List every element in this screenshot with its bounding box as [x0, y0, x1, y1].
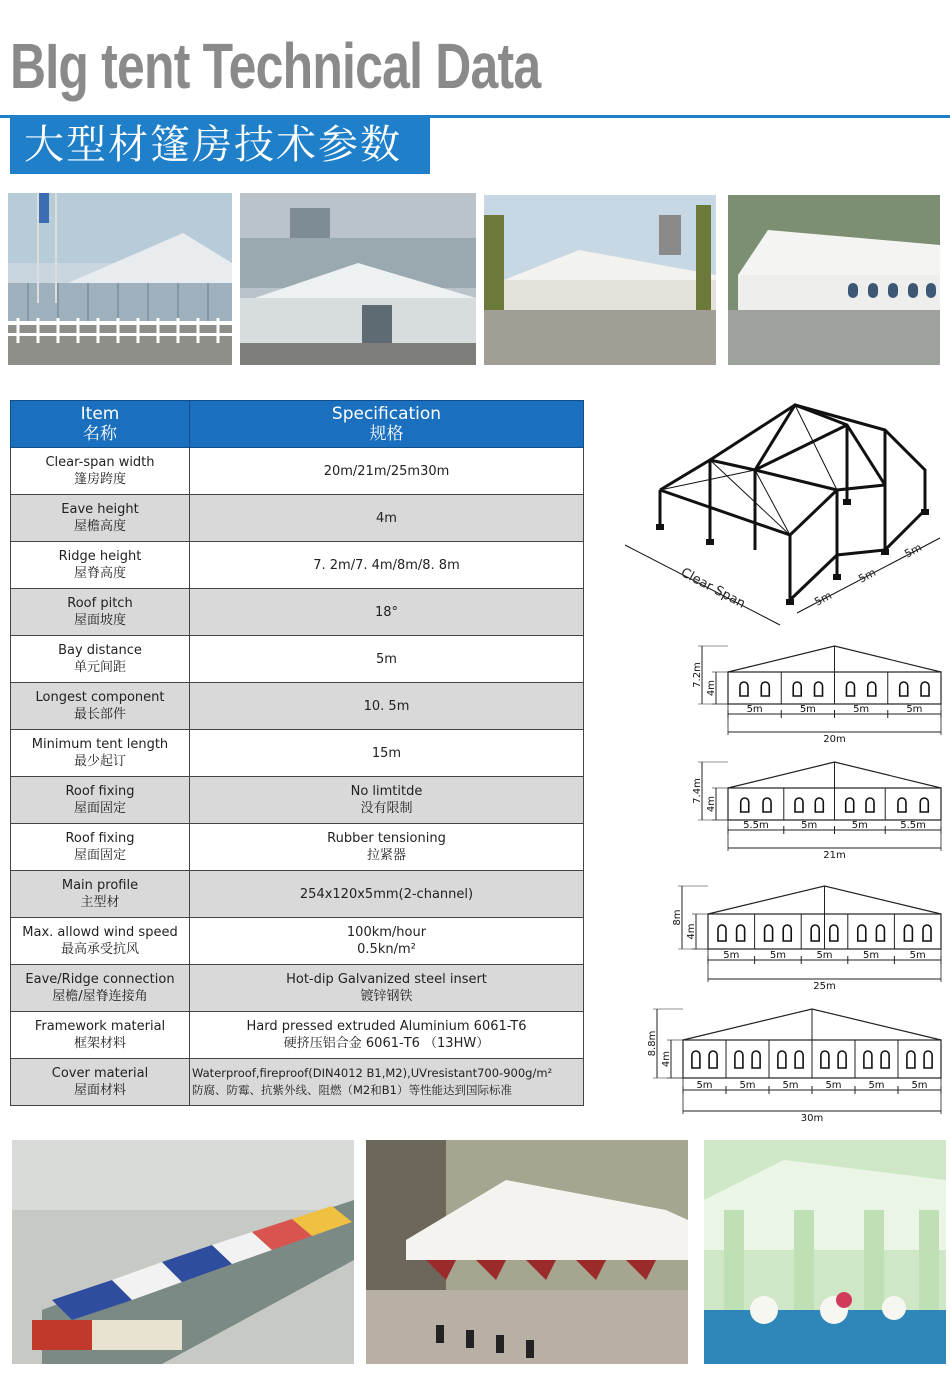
bay-width-label: 5m	[906, 704, 923, 715]
row-spec	[190, 918, 584, 965]
window-icon	[900, 682, 908, 696]
row-name-cn: 屋面材料	[73, 1083, 126, 1098]
row-spec	[190, 542, 584, 589]
row-name-en: Longest component	[35, 690, 165, 705]
clear-span-label: Clear Span	[678, 565, 748, 612]
table-row	[11, 824, 584, 871]
elevation-svg	[670, 882, 945, 990]
bay-width-label: 5m	[825, 1080, 842, 1091]
row-name-cn: 篷房跨度	[73, 472, 126, 487]
window-icon	[881, 1051, 889, 1068]
row-spec-line2: 没有限制	[360, 801, 413, 816]
tent-photo-2	[240, 193, 476, 365]
tent-photo-1	[8, 193, 232, 365]
table-row	[11, 1012, 584, 1059]
table-row	[11, 542, 584, 589]
bay-width-label: 5m	[801, 820, 818, 831]
window-icon	[846, 682, 854, 696]
bay-width-label: 5m	[911, 1080, 928, 1091]
row-name-en: Ridge height	[58, 549, 142, 564]
row-name-cn: 主型材	[80, 895, 120, 910]
window-icon	[846, 798, 854, 812]
row-spec-line1: 5m	[376, 651, 397, 667]
row-name-cn: 最高承受抗风	[60, 942, 139, 957]
row-name-en: Roof pitch	[67, 596, 133, 611]
row-spec-line1: Hard pressed extruded Aluminium 6061-T6	[246, 1019, 527, 1034]
row-name-cn: 屋脊高度	[73, 566, 126, 581]
bay-width-label: 5m	[723, 950, 740, 961]
window-icon	[858, 925, 866, 941]
bay-label: 5m	[812, 588, 835, 609]
row-spec-line1: Rubber tensioning	[327, 831, 446, 846]
bay-width-label: 5.5m	[743, 820, 769, 831]
total-width-label: 21m	[823, 850, 846, 858]
row-name-en: Roof fixing	[65, 784, 135, 799]
header-spec-cn: 规格	[369, 424, 404, 444]
window-icon	[866, 798, 874, 812]
window-icon	[752, 1051, 760, 1068]
window-icon	[735, 1051, 743, 1068]
row-name	[11, 918, 190, 965]
row-name-en: Eave height	[61, 502, 139, 517]
total-width-label: 30m	[800, 1113, 824, 1123]
row-spec	[190, 495, 584, 542]
table-header-row	[11, 401, 584, 448]
bay-width-label: 5m	[782, 1080, 799, 1091]
total-width-label: 20m	[823, 734, 846, 742]
eave-height-label: 4m	[661, 1050, 672, 1068]
page-title: BIg tent Technical Data	[10, 30, 541, 102]
event-photo-2	[366, 1140, 688, 1364]
window-icon	[709, 1051, 717, 1068]
row-name	[11, 871, 190, 918]
eave-height-label: 4m	[706, 795, 717, 813]
header-item-cn: 名称	[83, 424, 117, 444]
row-name-cn: 屋面固定	[73, 848, 126, 863]
header-item-en: Item	[80, 404, 120, 424]
window-icon	[921, 682, 929, 696]
bay-width-label: 5m	[909, 950, 926, 961]
table-row	[11, 495, 584, 542]
window-icon	[811, 925, 819, 941]
bay-width-label: 5m	[816, 950, 833, 961]
row-name-en: Max. allowd wind speed	[22, 925, 178, 940]
ridge-height-label: 8.8m	[647, 1030, 658, 1057]
bay-width-label: 5m	[739, 1080, 756, 1091]
row-spec-line2: 镀锌钢铁	[360, 989, 413, 1004]
row-name-cn: 单元间距	[73, 660, 126, 675]
window-icon	[718, 925, 726, 941]
elevation-svg	[690, 758, 945, 858]
table-row	[11, 636, 584, 683]
table-row	[11, 448, 584, 495]
row-spec-line1: 4m	[376, 510, 397, 526]
row-spec	[190, 448, 584, 495]
total-width-label: 25m	[813, 981, 836, 990]
table-row	[11, 589, 584, 636]
row-name-en: Eave/Ridge connection	[25, 972, 175, 987]
elevation-svg	[690, 642, 945, 742]
elevation-svg	[645, 1005, 945, 1123]
window-icon	[864, 1051, 872, 1068]
row-spec	[190, 730, 584, 777]
window-icon	[795, 1051, 803, 1068]
window-icon	[907, 1051, 915, 1068]
row-spec	[190, 1012, 584, 1059]
row-name-cn: 屋面固定	[73, 801, 126, 816]
tent-photo-4	[728, 195, 940, 365]
event-photo-3	[704, 1140, 946, 1364]
row-spec-line2: 拉紧器	[366, 848, 406, 863]
window-icon	[778, 1051, 786, 1068]
bay-width-label: 5m	[868, 1080, 885, 1091]
header-item	[11, 401, 190, 448]
row-spec-line1: Waterproof,fireproof(DIN4012 B1,M2),UVresistant700-900g/m²	[192, 1066, 553, 1080]
bay-width-label: 5m	[799, 704, 816, 715]
elevation-25m	[670, 882, 945, 990]
window-icon	[761, 682, 769, 696]
header-spec	[190, 401, 584, 448]
row-spec-line1: 15m	[371, 745, 402, 761]
window-icon	[815, 682, 823, 696]
row-name	[11, 1012, 190, 1059]
row-spec-line2: 防腐、防霉、抗紫外线、阻燃（M2和B1）等性能达到国际标准	[192, 1083, 512, 1097]
row-name	[11, 777, 190, 824]
window-icon	[876, 925, 884, 941]
row-name-cn: 屋檐高度	[73, 519, 126, 534]
row-spec-line2: 0.5kn/m²	[357, 942, 416, 957]
row-name-en: Main profile	[61, 878, 139, 893]
row-name	[11, 636, 190, 683]
eave-height-label: 4m	[686, 923, 697, 940]
table-row	[11, 871, 584, 918]
row-name-en: Clear-span width	[45, 455, 155, 470]
table-row	[11, 1059, 584, 1106]
row-name	[11, 542, 190, 589]
row-name-cn: 屋檐/屋脊连接角	[52, 989, 148, 1004]
window-icon	[741, 798, 749, 812]
row-name-cn: 屋面坡度	[73, 613, 126, 628]
row-name	[11, 495, 190, 542]
row-name-en: Minimum tent length	[31, 737, 169, 752]
window-icon	[795, 798, 803, 812]
window-icon	[765, 925, 773, 941]
window-icon	[783, 925, 791, 941]
row-spec	[190, 777, 584, 824]
bay-width-label: 5m	[851, 820, 868, 831]
ridge-height-label: 8m	[672, 909, 683, 926]
window-icon	[904, 925, 912, 941]
window-icon	[793, 682, 801, 696]
row-spec-line2: 硬挤压铝合金 6061-T6 （13HW）	[283, 1036, 490, 1051]
window-icon	[838, 1051, 846, 1068]
window-icon	[830, 925, 838, 941]
row-name-en: Cover material	[51, 1066, 149, 1081]
row-spec-line1: 18°	[374, 604, 399, 620]
row-spec	[190, 1059, 584, 1106]
bay-width-label: 5.5m	[900, 820, 926, 831]
window-icon	[821, 1051, 829, 1068]
bay-width-label: 5m	[696, 1080, 713, 1091]
ridge-height-label: 7.2m	[692, 662, 703, 688]
elevation-21m	[690, 758, 945, 858]
row-spec	[190, 965, 584, 1012]
table-row	[11, 918, 584, 965]
row-spec-line1: No limtitde	[350, 784, 423, 799]
row-name	[11, 589, 190, 636]
tent-photo-3	[484, 195, 716, 365]
row-spec-line1: 10. 5m	[363, 698, 410, 714]
window-icon	[898, 798, 906, 812]
window-icon	[815, 798, 823, 812]
bay-label: 5m	[902, 540, 925, 561]
table-row	[11, 730, 584, 777]
row-name-en: Bay distance	[58, 643, 142, 658]
bay-width-label: 5m	[863, 950, 880, 961]
row-name-cn: 最长部件	[73, 707, 126, 722]
row-name	[11, 1059, 190, 1106]
bay-width-label: 5m	[769, 950, 786, 961]
window-icon	[692, 1051, 700, 1068]
row-spec	[190, 871, 584, 918]
header-spec-en: Specification	[331, 404, 442, 424]
event-photo-1	[12, 1140, 354, 1364]
window-icon	[923, 925, 931, 941]
row-name	[11, 824, 190, 871]
window-icon	[737, 925, 745, 941]
row-name-en: Framework material	[34, 1019, 166, 1034]
row-spec	[190, 636, 584, 683]
window-icon	[920, 798, 928, 812]
row-name-cn: 最少起订	[73, 754, 126, 769]
row-spec-line1: Hot-dip Galvanized steel insert	[286, 972, 487, 987]
row-spec	[190, 589, 584, 636]
row-name	[11, 965, 190, 1012]
row-name	[11, 448, 190, 495]
row-name-en: Roof fixing	[65, 831, 135, 846]
row-spec	[190, 824, 584, 871]
table-row	[11, 965, 584, 1012]
window-icon	[740, 682, 748, 696]
bay-width-label: 5m	[746, 704, 763, 715]
row-name-cn: 框架材料	[73, 1036, 126, 1051]
spec-table	[10, 400, 584, 1106]
row-spec-line1: 254x120x5mm(2-channel)	[299, 886, 474, 902]
ridge-height-label: 7.4m	[692, 778, 703, 804]
elevation-20m	[690, 642, 945, 742]
table-row	[11, 683, 584, 730]
tent-frame-diagram	[615, 400, 945, 635]
row-spec-line1: 100km/hour	[346, 925, 427, 940]
row-spec-line1: 7. 2m/7. 4m/8m/8. 8m	[313, 557, 460, 573]
elevation-30m	[645, 1005, 945, 1123]
bay-label: 5m	[856, 565, 879, 586]
bay-width-label: 5m	[853, 704, 870, 715]
row-name	[11, 683, 190, 730]
window-icon	[924, 1051, 932, 1068]
row-spec-line1: 20m/21m/25m30m	[323, 463, 450, 479]
row-spec	[190, 683, 584, 730]
row-name	[11, 730, 190, 777]
window-icon	[763, 798, 771, 812]
eave-height-label: 4m	[706, 679, 717, 697]
window-icon	[868, 682, 876, 696]
subtitle-banner: 大型材篷房技术参数	[10, 116, 430, 174]
table-row	[11, 777, 584, 824]
